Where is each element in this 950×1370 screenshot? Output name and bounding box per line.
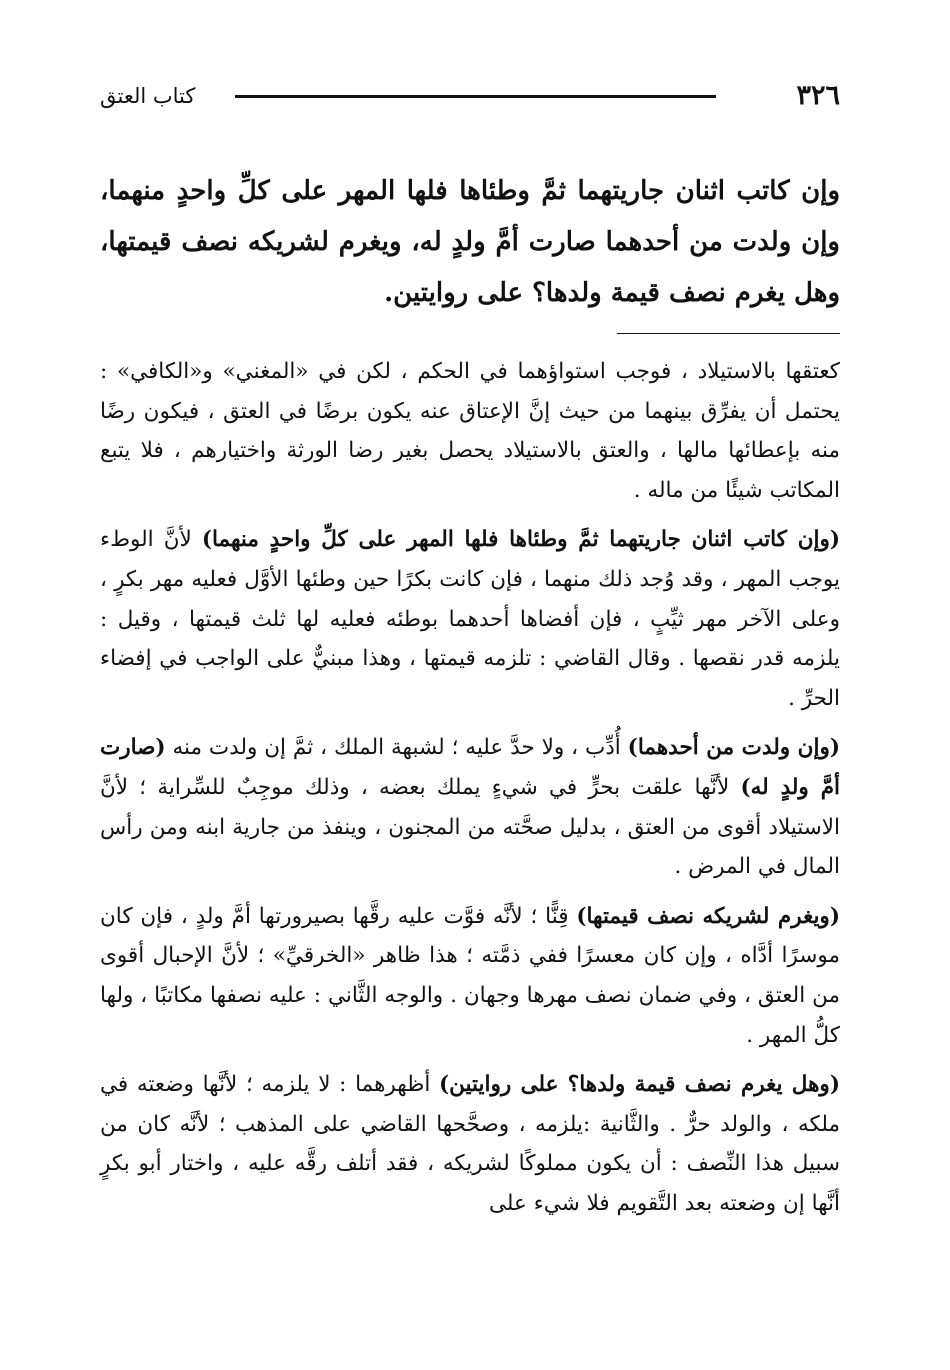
commentary-paragraph-2: [100, 520, 840, 718]
page-number: ٣٢٦: [796, 80, 840, 111]
matn-quote: (وإن ولدت من أحدهما): [627, 735, 840, 761]
commentary-text: قِنًّا ؛ لأنَّه فوَّت عليه رقَّها بصيرورتها أمَّ ولدٍ ، فإن كان موسرًا أدَّاه ، وإن كان معسرًا ففي ذمَّته ؛ هذا ظاهر «الخرقيِّ» ؛ لأنَّ الإحبال أقوى من العتق ، وفي ضمان نصف مهرها وجهان . والوجه الثَّاني : عليه نصفها مكاتبًا ، ولها كلُّ المهر .: [100, 903, 840, 1048]
matn-quote: (ويغرم لشريكه نصف قيمتها): [576, 903, 840, 929]
commentary-text: أُدِّب ، ولا حدَّ عليه ؛ لشبهة الملك ، ثمَّ إن ولدت منه: [165, 735, 628, 761]
book-title: كتاب العتق: [100, 84, 196, 108]
commentary-paragraph-1: كعتقها بالاستيلاد ، فوجب استواؤهما في الحكم ، لكن في «المغني» و«الكافي» : يحتمل أن يفرِّق بينهما من حيث إنَّ الإعتاق عنه يكون برضًا في العتق ، فيكون رضًا منه بإعطائها مالها ، والعتق بالاستيلاد يحصل بغير رضا الورثة واختيارهم ، فلا يتبع المكاتب شيئًا من ماله .: [100, 359, 840, 503]
matn-quote: (وهل يغرم نصف قيمة ولدها؟ على روايتين): [439, 1072, 840, 1098]
commentary-text: لأنَّ الوطء يوجب المهر ، وقد وُجد ذلك منهما ، فإن كانت بكرًا حين وطئها الأوَّل فعليه مهر بكرٍ ، وعلى الآخر مهر ثيِّبٍ ، فإن أفضاها أحدهما بوطئه فعليه لها ثلث قيمتها ، وقيل : يلزمه قدر نقصها . وقال القاضي : تلزمه قيمتها ، وهذا مبنيٌّ على الواجب في إفضاء الحرِّ .: [100, 527, 840, 711]
commentary-text: لأنَّها علقت بحرٍّ في شيءٍ يملك بعضه ، وذلك موجِبٌ للسِّراية ؛ لأنَّ الاستيلاد أقوى من العتق ، بدليل صحَّته من المجنون ، وينفذ من جارية ابنه ومن رأس المال في المرض .: [100, 774, 840, 880]
matn-text: وإن كاتب اثنان جاريتهما ثمَّ وطئاها فلها المهر على كلِّ واحدٍ منهما، وإن ولدت من أحدهما صارت أمَّ ولدٍ له، ويغرم لشريكه نصف قيمتها، وهل يغرم نصف قيمة ولدها؟ على روايتين.: [100, 176, 840, 308]
page-header: [100, 78, 840, 118]
matn-quote: (صارت أمَّ ولدٍ له): [100, 735, 840, 800]
commentary-text: أظهرهما : لا يلزمه ؛ لأنَّها وضعته في ملكه ، والولد حرٌّ . والثَّانية :يلزمه ، وصحَّحها القاضي على المذهب ؛ لأنَّه كان من سبيل هذا النِّصف : أن يكون مملوكًا لشريكه ، فقد أتلف رقَّه عليه ، واختار أبو بكرٍ أنَّها إن وضعته بعد التَّقويم فلا شيء على: [100, 1072, 840, 1216]
commentary: [100, 352, 840, 1233]
header-rule: [235, 95, 716, 98]
matn-separator: [617, 333, 840, 334]
commentary-paragraph-3: [100, 728, 840, 886]
commentary-paragraph-5: [100, 1065, 840, 1223]
matn-quote: (وإن كاتب اثنان جاريتهما ثمَّ وطئاها فلها المهر على كلِّ واحدٍ منهما): [201, 527, 841, 553]
commentary-paragraph-4: [100, 897, 840, 1055]
